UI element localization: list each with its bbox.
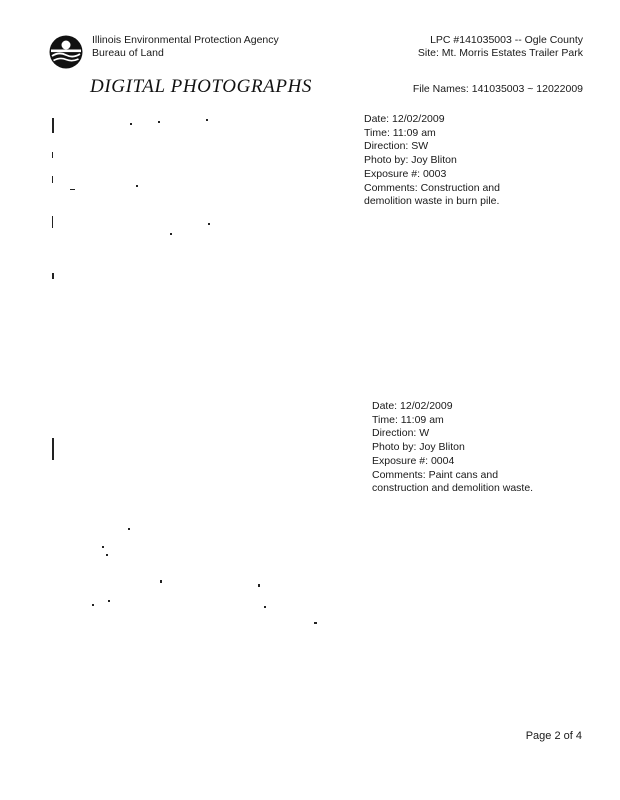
photo-2 bbox=[52, 392, 352, 652]
photo-2-comments-cont: construction and demolition waste. bbox=[372, 482, 534, 495]
photo-1-comments: Comments: Construction and bbox=[364, 181, 500, 194]
site-info-block bbox=[418, 34, 583, 60]
agency-logo-icon bbox=[48, 34, 84, 70]
photo-2-details bbox=[372, 400, 533, 496]
page-title: DIGITAL PHOTOGRAPHS bbox=[90, 76, 312, 97]
photo-2-exposure: Exposure #: 0004 bbox=[372, 454, 455, 467]
page-number: Page 2 of 4 bbox=[525, 730, 582, 742]
file-names: File Names: 141035003 ~ 12022009 bbox=[412, 83, 583, 95]
bureau-name: Bureau of Land bbox=[92, 47, 164, 59]
photo-2-time: Time: 11:09 am bbox=[372, 413, 444, 426]
photo-2-photographer: Photo by: Joy Bliton bbox=[372, 441, 465, 454]
photo-1-details bbox=[364, 113, 500, 209]
photo-1-direction: Direction: SW bbox=[364, 140, 429, 153]
photo-1 bbox=[52, 113, 352, 373]
photo-1-photographer: Photo by: Joy Bliton bbox=[364, 154, 457, 167]
photo-2-direction: Direction: W bbox=[372, 427, 430, 440]
photo-1-comments-cont: demolition waste in burn pile. bbox=[364, 195, 500, 208]
agency-name: Illinois Environmental Protection Agency bbox=[92, 34, 279, 46]
photo-1-exposure: Exposure #: 0003 bbox=[364, 167, 447, 180]
site-name: Site: Mt. Morris Estates Trailer Park bbox=[417, 47, 583, 59]
photo-2-comments: Comments: Paint cans and bbox=[372, 468, 499, 481]
photo-1-time: Time: 11:09 am bbox=[364, 126, 436, 139]
lpc-number: LPC #141035003 -- Ogle County bbox=[430, 34, 583, 46]
agency-block bbox=[92, 34, 279, 60]
photo-1-date: Date: 12/02/2009 bbox=[364, 113, 445, 125]
photo-2-date: Date: 12/02/2009 bbox=[372, 400, 453, 412]
